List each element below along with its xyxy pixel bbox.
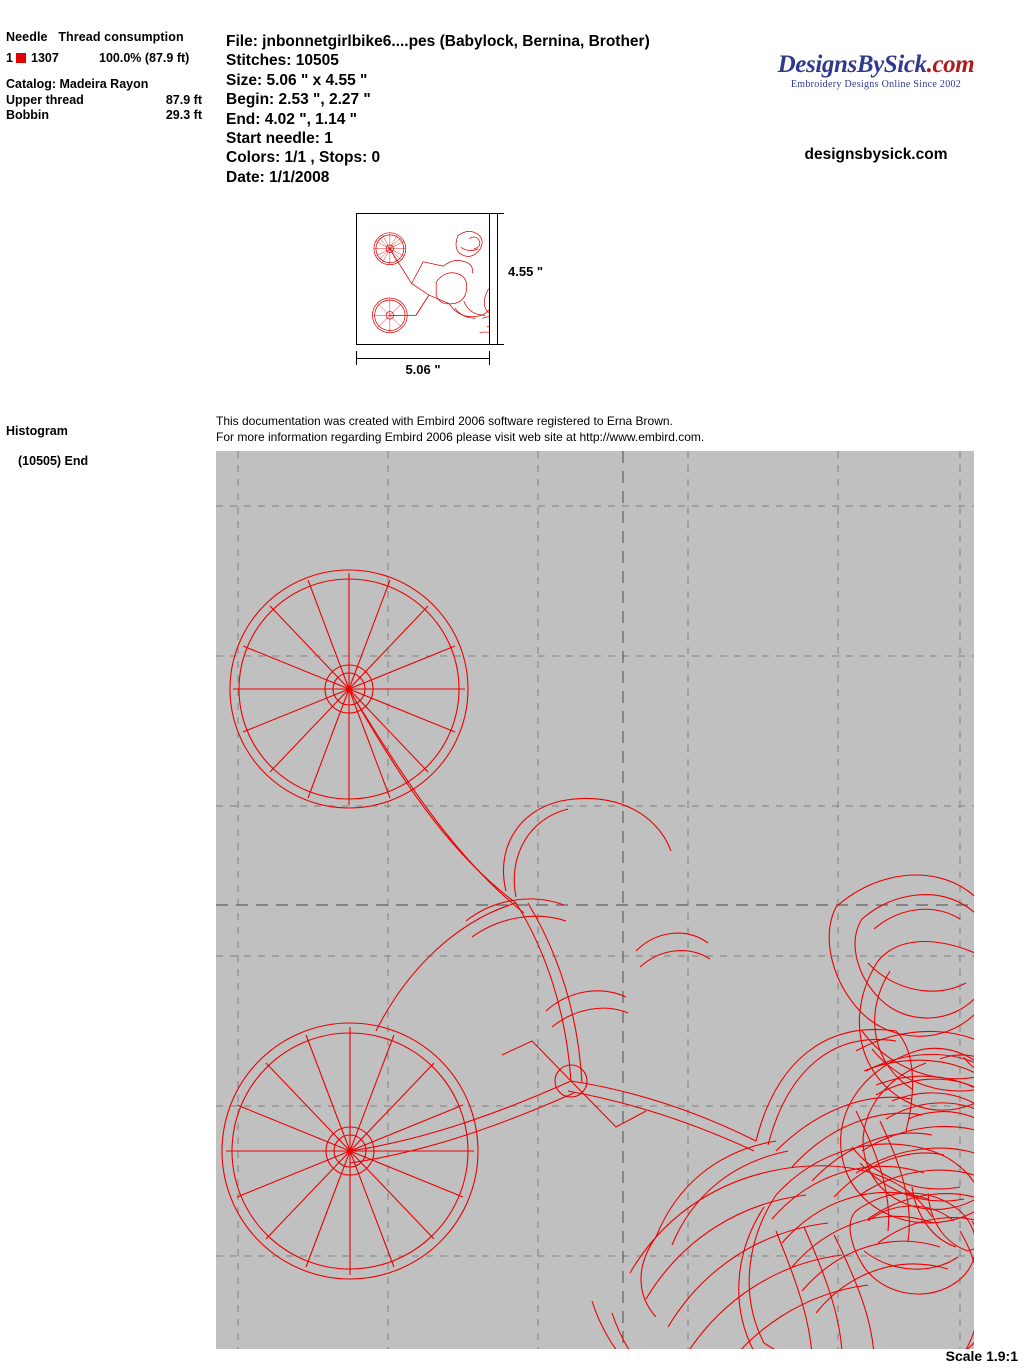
logo-wordmark [752,52,1000,78]
thread-percent: 100.0% (87.9 ft) [99,51,190,65]
stitch-plot-canvas [216,451,974,1349]
needle-thread-table [6,30,216,123]
center-axes [216,451,974,1349]
site-url-text: designsbysick.com [804,146,948,163]
design-thumbnail [356,213,490,345]
thread-consumption-column-header: Thread consumption [58,30,184,44]
bobbin-row [6,108,202,123]
info-stitches: Stitches: 10505 [226,52,339,70]
thread-color-swatch [16,53,26,63]
logo-wordmark-name: DesignsBySick [777,51,927,78]
info-date: Date: 1/1/2008 [226,168,330,186]
thumbnail-width-label: 5.06 " [405,362,441,377]
design-stitch-plot [216,451,974,1349]
upper-thread-value: 87.9 ft [165,93,202,107]
grid-lines [216,451,974,1349]
info-start-needle: Start needle: 1 [226,130,333,148]
table-row [6,51,216,65]
info-file: File: jnbonnetgirlbike6....pes (Babylock, Bernina, Brother) [226,33,650,50]
bobbin-value: 29.3 ft [165,108,202,122]
thumbnail-height-label: 4.55 " [508,264,544,279]
catalog-name: Catalog: Madeira Rayon [6,77,149,91]
thumbnail-stitch-preview [357,214,489,344]
thumbnail-height-dimension-line [497,213,498,345]
upper-thread-row [6,93,202,108]
documentation-note-line1: This documentation was created with Embird 2006 software registered to Erna Brown. [216,414,673,428]
bobbin-label: Bobbin [6,108,50,122]
info-begin: Begin: 2.53 ", 2.27 " [226,91,371,109]
thumbnail-width-dimension-line [356,358,490,359]
stitch-outlines [222,570,974,1349]
needle-table-header [6,30,216,44]
stitch-outlines-right [776,875,974,1349]
upper-thread-label: Upper thread [6,93,84,107]
brand-logo [752,52,1000,90]
info-end: End: 4.02 ", 1.14 " [226,110,358,128]
info-colors-stops: Colors: 1/1 , Stops: 0 [226,149,381,167]
scale-label: Scale 1.9:1 [945,1348,1018,1364]
thumbnail-height-tick-bottom [490,344,504,345]
logo-tagline: Embroidery Designs Online Since 2002 [790,79,962,90]
catalog-block [6,77,216,123]
needle-number: 1 [6,51,13,65]
info-size: Size: 5.06 " x 4.55 " [226,71,368,89]
design-file-info [226,32,650,187]
thread-code: 1307 [31,51,59,65]
histogram-title: Histogram [6,424,68,438]
logo-wordmark-tld: .com [926,51,975,78]
histogram-end-label: (10505) End [18,454,89,468]
needle-column-header: Needle [6,30,48,44]
documentation-note [216,414,704,445]
documentation-note-line2: For more information regarding Embird 2006 please visit web site at http://www.embird.com. [216,429,705,444]
thumbnail-height-tick-top [490,213,504,214]
